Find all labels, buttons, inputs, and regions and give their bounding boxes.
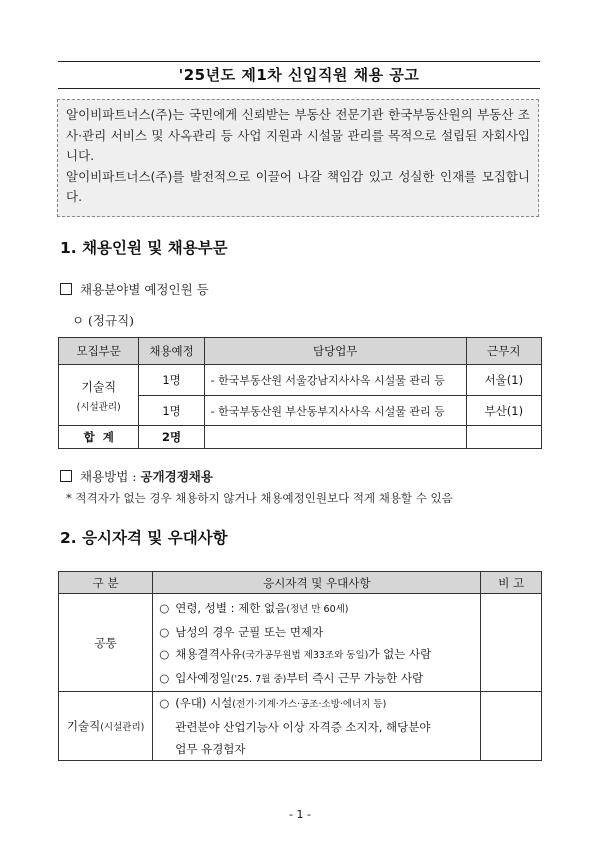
count-cell: 1명	[139, 365, 204, 396]
hiring-method	[60, 467, 213, 485]
list-item: ○ (우대) 시설(전기·기계·가스·공조·소방·에너지 등)	[159, 696, 387, 710]
checkbox-square-icon	[60, 283, 72, 295]
total-count: 2명	[139, 426, 204, 449]
page-title: '25년도 제1차 신입직원 채용 공고	[58, 61, 540, 89]
col-header-field: 모집부문	[59, 338, 139, 365]
field-name: 기술직	[81, 379, 117, 394]
col-header-remarks: 비 고	[481, 572, 542, 594]
duty-cell: - 한국부동산원 부산동부지사사옥 시설물 관리 등	[204, 396, 466, 426]
place-cell: 서울(1)	[466, 365, 541, 396]
field-sub: (시설관리)	[76, 401, 121, 413]
intro-paragraph-2: 알이비파트너스(주)를 발전적으로 이끌어 나갈 책임감 있고 성실한 인재를 모집합니다.	[66, 168, 530, 205]
common-label: 공통	[59, 594, 153, 692]
sub-item-quota-label: 채용분야별 예정인원 등	[80, 282, 209, 297]
common-items	[153, 594, 481, 692]
col-header-duty: 담당업무	[204, 338, 466, 365]
intro-box	[57, 99, 539, 217]
hiring-method-value: 공개경쟁채용	[140, 469, 213, 484]
hiring-method-label: 채용방법 :	[80, 469, 141, 484]
qualification-table	[58, 571, 542, 761]
list-item-cont: 관련분야 산업기능사 이상 자격증 소지자, 해당분야	[175, 720, 431, 734]
section-2-heading: 2. 응시자격 및 우대사항	[60, 529, 228, 547]
employment-type: ㅇ (정규직)	[72, 313, 135, 328]
tech-label: 기술직(시설관리)	[59, 692, 153, 761]
list-item: ○ 연령, 성별 : 제한 없음(정년 만 60세)	[159, 601, 349, 615]
field-cell	[59, 365, 139, 426]
recruitment-table	[58, 337, 542, 449]
col-header-category: 구 분	[59, 572, 153, 594]
sub-item-quota	[60, 280, 209, 298]
col-header-qualification: 응시자격 및 우대사항	[153, 572, 481, 594]
hiring-note: * 적격자가 없는 경우 채용하지 않거나 채용예정인원보다 적게 채용할 수 있음	[66, 491, 453, 505]
checkbox-square-icon	[60, 470, 72, 482]
list-item: ○ 입사예정일('25. 7월 중)부터 즉시 근무 가능한 사람	[159, 671, 424, 685]
section-1-heading: 1. 채용인원 및 채용부문	[60, 239, 228, 257]
list-item: ○ 남성의 경우 군필 또는 면제자	[159, 625, 324, 639]
empty-cell	[466, 426, 541, 449]
empty-cell	[481, 594, 542, 692]
empty-cell	[204, 426, 466, 449]
empty-cell	[481, 692, 542, 761]
count-cell: 1명	[139, 396, 204, 426]
total-label: 합 계	[59, 426, 139, 449]
duty-cell: - 한국부동산원 서울강남지사사옥 시설물 관리 등	[204, 365, 466, 396]
intro-paragraph-1: 알이비파트너스(주)는 국민에게 신뢰받는 부동산 전문기관 한국부동산원의 부동산 조사·관리 서비스 및 사옥관리 등 사업 지원과 시설물 관리를 목적으로 설립된 자회사입니다.	[66, 107, 530, 164]
col-header-place: 근무지	[466, 338, 541, 365]
tech-items	[153, 692, 481, 761]
page-number: - 1 -	[289, 808, 311, 821]
list-item-cont: 업무 유경험자	[175, 742, 246, 756]
place-cell: 부산(1)	[466, 396, 541, 426]
col-header-count: 채용예정	[139, 338, 204, 365]
list-item: ○ 채용결격사유(국가공무원법 제33조와 동일)가 없는 사람	[159, 647, 432, 661]
